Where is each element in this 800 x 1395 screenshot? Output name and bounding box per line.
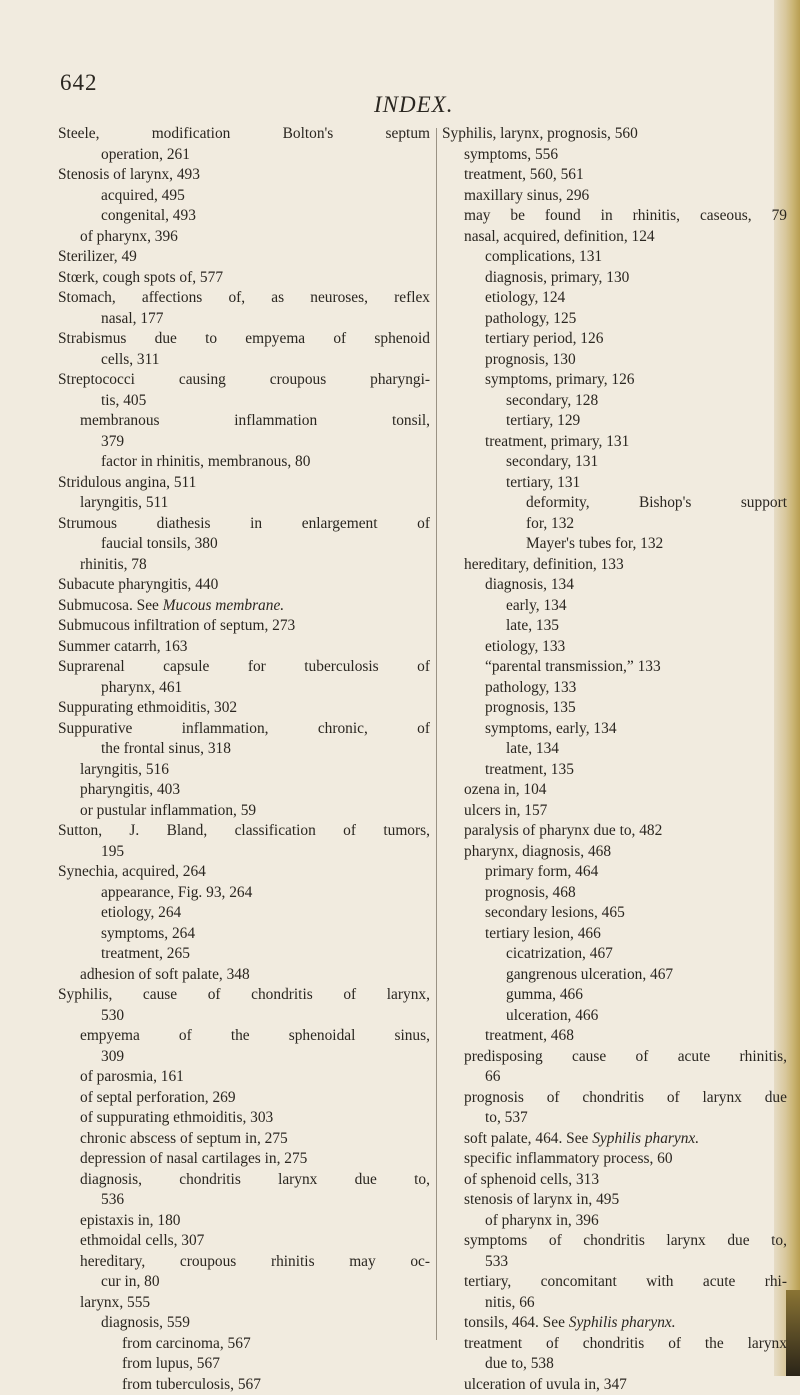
index-entry: treatment, 265 [58,944,430,965]
index-entry: predisposing cause of acute rhinitis, [442,1047,787,1068]
index-entry: adhesion of soft palate, 348 [58,965,430,986]
index-entry: 309 [58,1047,430,1068]
index-entry: diagnosis, 559 [58,1313,430,1334]
index-entry: cur in, 80 [58,1272,430,1293]
index-entry: of pharynx, 396 [58,227,430,248]
index-entry: from tuberculosis, 567 [58,1375,430,1395]
index-entry: pathology, 125 [442,309,787,330]
index-entry: chronic abscess of septum in, 275 [58,1129,430,1150]
index-entry: tertiary, 131 [442,473,787,494]
index-entry: secondary, 131 [442,452,787,473]
index-entry: nasal, 177 [58,309,430,330]
index-entry: symptoms of chondritis larynx due to, [442,1231,787,1252]
running-head: INDEX. [374,92,453,118]
index-entry: prognosis, 135 [442,698,787,719]
index-entry: cells, 311 [58,350,430,371]
index-entry: tertiary lesion, 466 [442,924,787,945]
index-entry: appearance, Fig. 93, 264 [58,883,430,904]
index-entry: for, 132 [442,514,787,535]
index-entry: tertiary, 129 [442,411,787,432]
index-entry: etiology, 133 [442,637,787,658]
index-entry: Stenosis of larynx, 493 [58,165,430,186]
index-entry: diagnosis, primary, 130 [442,268,787,289]
index-entry: membranous inflammation tonsil, [58,411,430,432]
index-entry: 536 [58,1190,430,1211]
index-entry: pharynx, diagnosis, 468 [442,842,787,863]
index-entry: depression of nasal cartilages in, 275 [58,1149,430,1170]
index-entry: Summer catarrh, 163 [58,637,430,658]
index-entry: paralysis of pharynx due to, 482 [442,821,787,842]
index-entry: secondary lesions, 465 [442,903,787,924]
index-column-right [442,124,787,1395]
index-entry: secondary, 128 [442,391,787,412]
index-entry: prognosis of chondritis of larynx due [442,1088,787,1109]
index-column-left [58,124,430,1395]
index-entry: tertiary, concomitant with acute rhi- [442,1272,787,1293]
index-entry: symptoms, 264 [58,924,430,945]
index-entry: due to, 538 [442,1354,787,1375]
index-entry: 66 [442,1067,787,1088]
index-entry: ulcers in, 157 [442,801,787,822]
index-entry: deformity, Bishop's support [442,493,787,514]
index-entry: pharyngitis, 403 [58,780,430,801]
index-entry: Suppurative inflammation, chronic, of [58,719,430,740]
index-entry: treatment of chondritis of the larynx [442,1334,787,1355]
index-entry: etiology, 264 [58,903,430,924]
index-entry: may be found in rhinitis, caseous, 79 [442,206,787,227]
index-entry: to, 537 [442,1108,787,1129]
index-entry: Streptococci causing croupous pharyngi- [58,370,430,391]
index-entry: prognosis, 130 [442,350,787,371]
index-entry: pharynx, 461 [58,678,430,699]
index-entry: or pustular inflammation, 59 [58,801,430,822]
index-entry: ethmoidal cells, 307 [58,1231,430,1252]
index-entry: laryngitis, 511 [58,493,430,514]
index-entry: Syphilis, larynx, prognosis, 560 [442,124,787,145]
index-entry: the frontal sinus, 318 [58,739,430,760]
index-entry: Sutton, J. Bland, classification of tumors, [58,821,430,842]
index-entry: ulceration of uvula in, 347 [442,1375,787,1395]
index-entry: late, 135 [442,616,787,637]
index-entry: 379 [58,432,430,453]
index-entry: faucial tonsils, 380 [58,534,430,555]
column-divider [436,128,437,1340]
index-entry: Sterilizer, 49 [58,247,430,268]
index-entry: of pharynx in, 396 [442,1211,787,1232]
index-entry: 195 [58,842,430,863]
page-number: 642 [60,70,98,96]
index-entry: treatment, 560, 561 [442,165,787,186]
index-entry: symptoms, early, 134 [442,719,787,740]
index-entry: factor in rhinitis, membranous, 80 [58,452,430,473]
index-entry: gumma, 466 [442,985,787,1006]
index-entry: of suppurating ethmoiditis, 303 [58,1108,430,1129]
index-entry: empyema of the sphenoidal sinus, [58,1026,430,1047]
page-edge-dark-corner [786,1290,800,1376]
index-entry: symptoms, 556 [442,145,787,166]
index-entry: ozena in, 104 [442,780,787,801]
index-entry: stenosis of larynx in, 495 [442,1190,787,1211]
index-entry: “parental transmission,” 133 [442,657,787,678]
index-entry: maxillary sinus, 296 [442,186,787,207]
index-entry: tonsils, 464. See Syphilis pharynx. [442,1313,787,1334]
index-entry: nitis, 66 [442,1293,787,1314]
index-entry: soft palate, 464. See Syphilis pharynx. [442,1129,787,1150]
index-entry: symptoms, primary, 126 [442,370,787,391]
index-entry: cicatrization, 467 [442,944,787,965]
index-entry: diagnosis, 134 [442,575,787,596]
index-entry: specific inflammatory process, 60 [442,1149,787,1170]
index-entry: tis, 405 [58,391,430,412]
index-entry: 533 [442,1252,787,1273]
index-entry: hereditary, croupous rhinitis may oc- [58,1252,430,1273]
index-entry: primary form, 464 [442,862,787,883]
index-entry: Steele, modification Bolton's septum [58,124,430,145]
index-entry: epistaxis in, 180 [58,1211,430,1232]
index-entry: from lupus, 567 [58,1354,430,1375]
index-entry: Suprarenal capsule for tuberculosis of [58,657,430,678]
index-entry: Strumous diathesis in enlargement of [58,514,430,535]
index-entry: of septal perforation, 269 [58,1088,430,1109]
index-entry: etiology, 124 [442,288,787,309]
index-entry: nasal, acquired, definition, 124 [442,227,787,248]
index-entry: early, 134 [442,596,787,617]
index-entry: of parosmia, 161 [58,1067,430,1088]
index-entry: Strabismus due to empyema of sphenoid [58,329,430,350]
index-entry: Syphilis, cause of chondritis of larynx, [58,985,430,1006]
index-entry: rhinitis, 78 [58,555,430,576]
index-entry: Stridulous angina, 511 [58,473,430,494]
index-entry: diagnosis, chondritis larynx due to, [58,1170,430,1191]
index-entry: of sphenoid cells, 313 [442,1170,787,1191]
index-entry: from carcinoma, 567 [58,1334,430,1355]
index-entry: treatment, 135 [442,760,787,781]
index-entry: prognosis, 468 [442,883,787,904]
index-entry: Suppurating ethmoiditis, 302 [58,698,430,719]
index-entry: 530 [58,1006,430,1027]
index-entry: tertiary period, 126 [442,329,787,350]
index-entry: Submucosa. See Mucous membrane. [58,596,430,617]
index-entry: operation, 261 [58,145,430,166]
index-entry: larynx, 555 [58,1293,430,1314]
index-entry: Stœrk, cough spots of, 577 [58,268,430,289]
index-entry: acquired, 495 [58,186,430,207]
index-entry: laryngitis, 516 [58,760,430,781]
index-entry: pathology, 133 [442,678,787,699]
index-entry: ulceration, 466 [442,1006,787,1027]
index-entry: Mayer's tubes for, 132 [442,534,787,555]
index-entry: congenital, 493 [58,206,430,227]
index-entry: Submucous infiltration of septum, 273 [58,616,430,637]
index-entry: Synechia, acquired, 264 [58,862,430,883]
index-entry: late, 134 [442,739,787,760]
index-entry: gangrenous ulceration, 467 [442,965,787,986]
index-entry: complications, 131 [442,247,787,268]
index-entry: treatment, primary, 131 [442,432,787,453]
index-entry: treatment, 468 [442,1026,787,1047]
index-entry: Stomach, affections of, as neuroses, reflex [58,288,430,309]
index-entry: Subacute pharyngitis, 440 [58,575,430,596]
index-entry: hereditary, definition, 133 [442,555,787,576]
